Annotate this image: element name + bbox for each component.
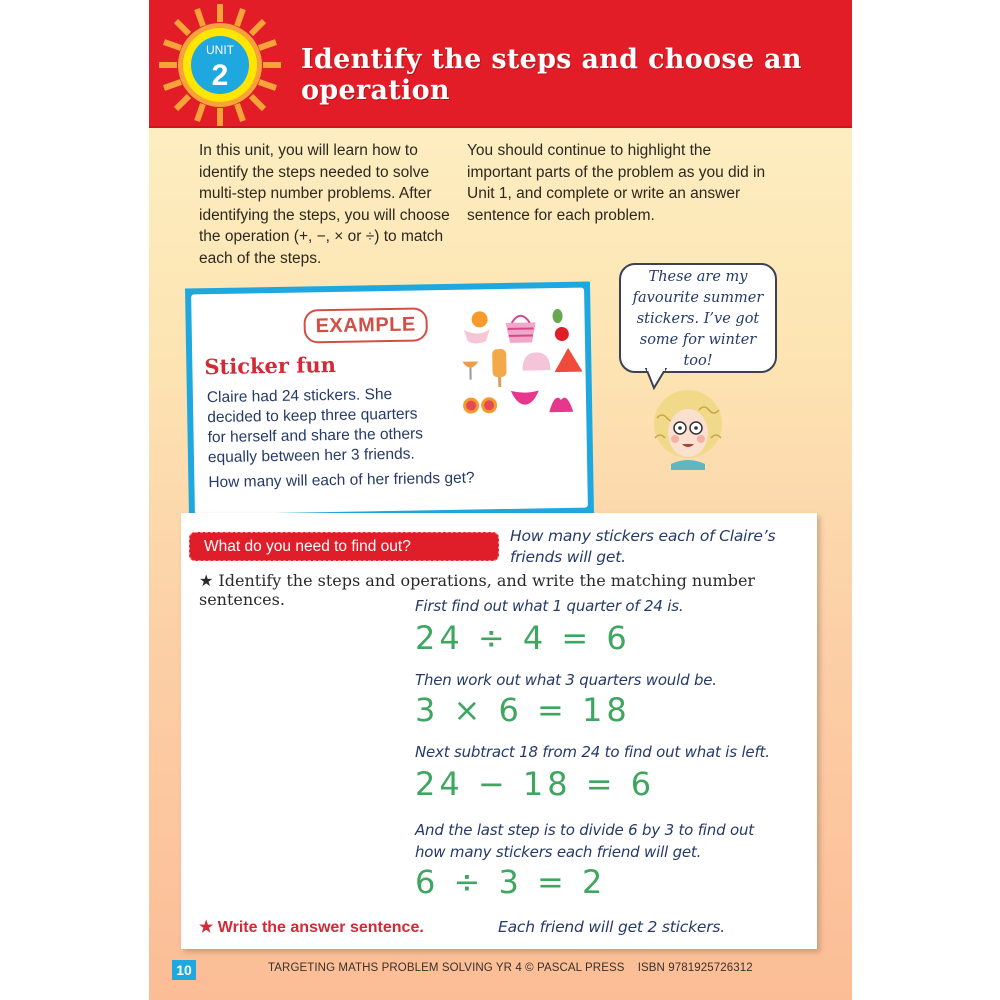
find-out-label: What do you need to find out? [189,532,499,561]
svg-text:UNIT: UNIT [206,43,234,57]
instruction-text: ★ Identify the steps and operations, and write the matching number sentences. [199,571,756,609]
bubble-line: favourite summer [632,290,764,306]
footer-credits: TARGETING MATHS PROBLEM SOLVING YR 4 © PASCAL PRESS ISBN 9781925726312 [268,962,753,974]
girl-character-illustration [649,388,727,470]
bubble-line: These are my [648,269,748,285]
bubble-line: some for winter [639,332,757,348]
summer-stickers-illustration [457,308,585,420]
bubble-line: too! [683,353,713,369]
speech-bubble [619,263,777,373]
speech-bubble-tail [644,368,674,390]
sun-unit-icon [157,2,283,128]
step-4-text: And the last step is to divide 6 by 3 to find out how many stickers each friend will get. [415,821,754,861]
step-1-equation: 24 ÷ 4 = 6 [415,619,631,657]
example-badge: EXAMPLE [303,307,428,343]
intro-paragraph-left: In this unit, you will learn how to identify the steps needed to solve multi-step number problems. After identifying the steps, you will choose the operation (+, −, × or ÷) to match each of the steps. [199,142,450,267]
answer-prompt: ★ Write the answer sentence. [199,919,424,936]
unit-header [149,0,852,128]
find-out-answer: How many stickers each of Claire’s friends will get. [510,527,776,566]
page-title: Identify the steps and choose an operation [301,44,802,106]
example-question: How many will each of her friends get? [208,469,475,492]
page-number: 10 [172,960,196,980]
step-3-equation: 24 − 18 = 6 [415,765,656,803]
intro-paragraph-right: You should continue to highlight the important parts of the problem as you did in Unit 1, and complete or write an answer sentence for each problem. [467,142,766,224]
step-3-text: Next subtract 18 from 24 to find out what is left. [415,743,770,761]
example-card [185,281,594,520]
svg-text:2: 2 [211,59,229,92]
answer-sentence: Each friend will get 2 stickers. [498,918,725,936]
workbook-page [149,0,852,1000]
example-title: Sticker fun [204,351,337,380]
step-1-text: First find out what 1 quarter of 24 is. [415,597,684,615]
step-2-equation: 3 × 6 = 18 [415,691,631,729]
step-2-text: Then work out what 3 quarters would be. [415,671,717,689]
step-4-equation: 6 ÷ 3 = 2 [415,863,607,901]
bubble-line: stickers. I’ve got [636,311,760,327]
example-problem-text: Claire had 24 stickers. She decided to keep three quarters for herself and share the others equally between her 3 friends. [206,385,424,467]
worked-solution-card [181,513,817,949]
